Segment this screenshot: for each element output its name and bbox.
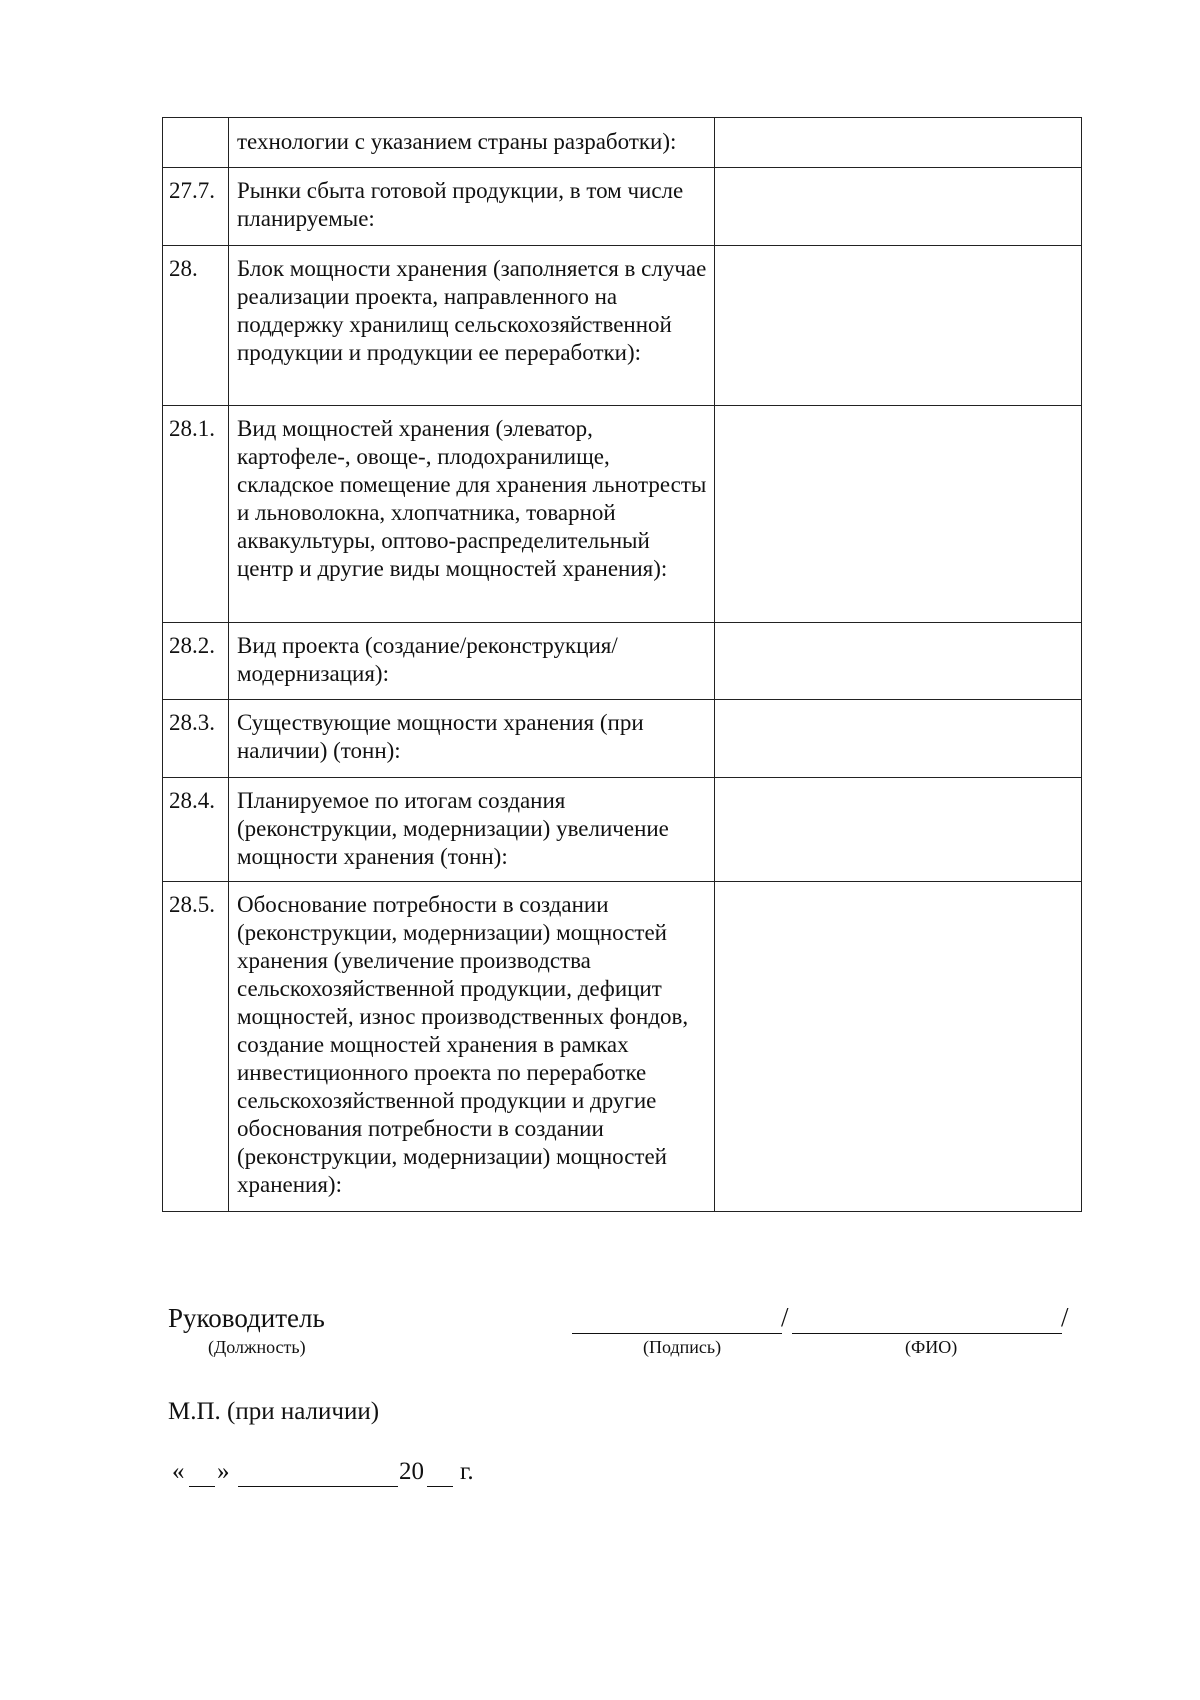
row-number: 28.5. [163, 882, 229, 1212]
row-value-field[interactable] [715, 623, 1082, 700]
row-number: 28.2. [163, 623, 229, 700]
row-number: 28. [163, 246, 229, 406]
year-prefix: 20 [399, 1458, 424, 1485]
row-label: технологии с указанием страны разработки): [229, 118, 715, 168]
fio-caption: (ФИО) [905, 1337, 958, 1357]
year-line[interactable] [427, 1486, 453, 1487]
row-value-field[interactable] [715, 406, 1082, 623]
row-label: Рынки сбыта готовой продукции, в том числе планируемые: [229, 168, 715, 246]
table-row [163, 118, 1082, 168]
signature-separator: / [781, 1302, 789, 1332]
table-row [163, 623, 1082, 700]
row-number: 27.7. [163, 168, 229, 246]
row-value-field[interactable] [715, 168, 1082, 246]
month-line[interactable] [238, 1486, 398, 1487]
row-number [163, 118, 229, 168]
row-number: 28.1. [163, 406, 229, 623]
fio-line[interactable] [792, 1333, 1062, 1334]
row-value-field[interactable] [715, 118, 1082, 168]
row-value-field[interactable] [715, 778, 1082, 882]
row-number: 28.3. [163, 700, 229, 778]
position-caption: (Должность) [208, 1337, 306, 1357]
application-form-table [162, 117, 1082, 1212]
day-line[interactable] [189, 1486, 215, 1487]
row-label: Блок мощности хранения (заполняется в случае реализации проекта, направленного на поддержку хранилищ сельскохозяйственной продукции и продукции ее переработки): [229, 246, 715, 406]
position-value: Руководитель [168, 1303, 325, 1333]
table-row [163, 168, 1082, 246]
row-label: Вид мощностей хранения (элеватор, картофеле-, овоще-, плодохранилище, складское помещение для хранения льнотресты и льноволокна, хлопчатника, товарной аквакультуры, оптово-распределительный центр и другие виды мощностей хранения): [229, 406, 715, 623]
row-label: Существующие мощности хранения (при наличии) (тонн): [229, 700, 715, 778]
fio-separator: / [1061, 1302, 1069, 1332]
row-label: Вид проекта (создание/реконструкция/модернизация): [229, 623, 715, 700]
table-row [163, 246, 1082, 406]
stamp-label: М.П. (при наличии) [168, 1398, 380, 1425]
row-value-field[interactable] [715, 700, 1082, 778]
row-label: Обоснование потребности в создании (реконструкции, модернизации) мощностей хранения (увеличение производства сельскохозяйственной продукции, дефицит мощностей, износ производственных фондов, создание мощностей хранения в рамках инвестиционного проекта по переработке сельскохозяйственной продукции и другие обоснования потребности в создании (реконструкции, модернизации) мощностей хранения): [229, 882, 715, 1212]
signature-line[interactable] [572, 1333, 782, 1334]
row-label: Планируемое по итогам создания (реконструкции, модернизации) увеличение мощности хранения (тонн): [229, 778, 715, 882]
table-row [163, 700, 1082, 778]
table-row [163, 406, 1082, 623]
row-value-field[interactable] [715, 246, 1082, 406]
date-close-quote: » [217, 1458, 230, 1485]
row-number: 28.4. [163, 778, 229, 882]
year-suffix: г. [460, 1458, 474, 1485]
table-row [163, 882, 1082, 1212]
table-row [163, 778, 1082, 882]
signature-caption: (Подпись) [643, 1337, 722, 1357]
row-value-field[interactable] [715, 882, 1082, 1212]
date-open-quote: « [172, 1458, 185, 1485]
